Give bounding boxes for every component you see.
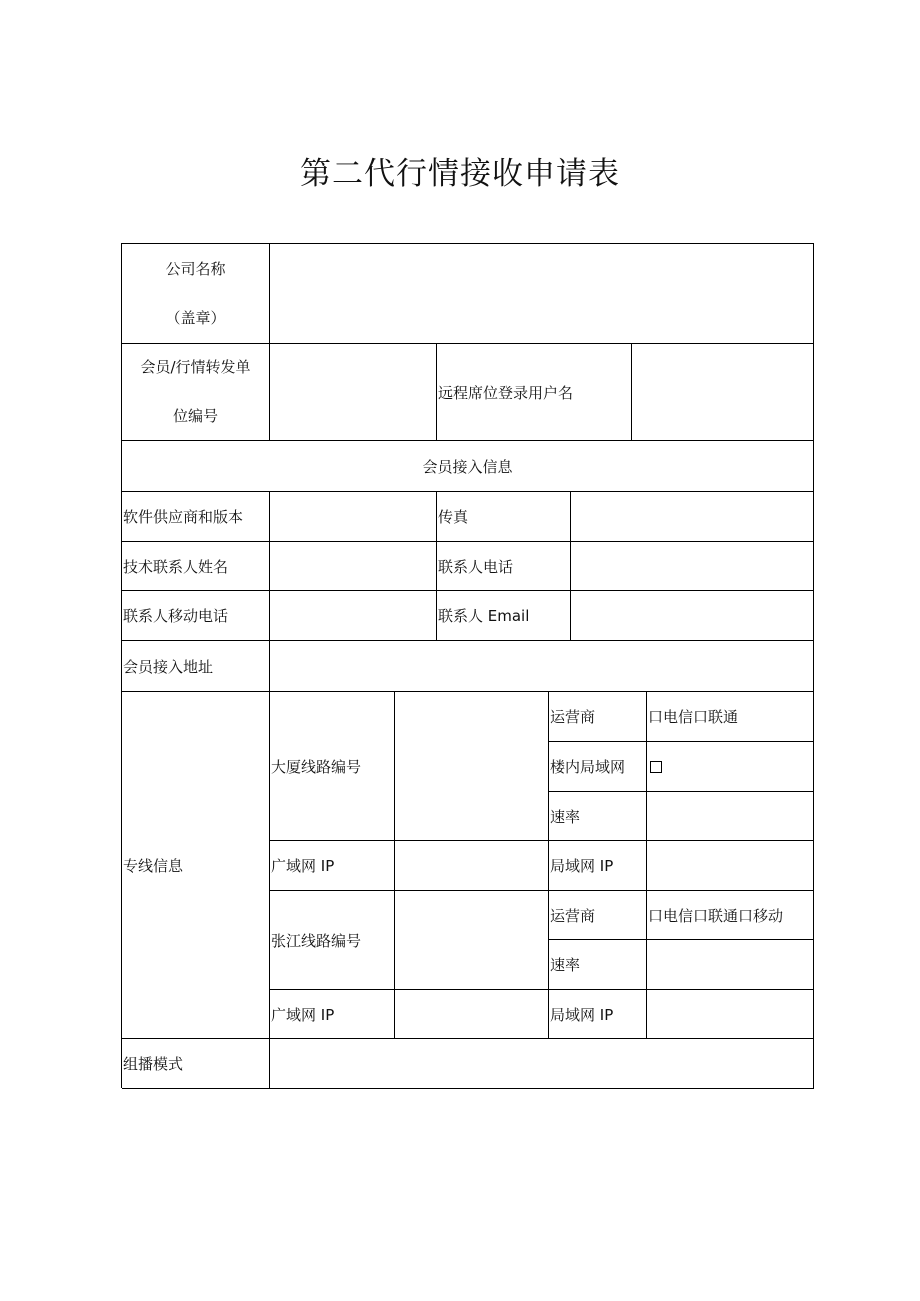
- member-unit-label: [122, 344, 270, 441]
- tech-contact-name-label: 技术联系人姓名: [122, 542, 270, 591]
- remote-seat-username-field[interactable]: [632, 344, 814, 441]
- tech-contact-name-field[interactable]: [270, 542, 437, 591]
- software-vendor-field[interactable]: [270, 492, 437, 542]
- dasha-rate-field[interactable]: [647, 792, 814, 841]
- zhangjiang-wan-ip-label: 广域网 IP: [270, 990, 395, 1039]
- member-access-info-header: 会员接入信息: [122, 441, 814, 492]
- fax-field[interactable]: [571, 492, 814, 542]
- fax-label: 传真: [437, 492, 571, 542]
- company-name-label-line1: 公司名称: [165, 259, 226, 278]
- company-name-label-line2: （盖章）: [165, 308, 226, 327]
- remote-seat-username-label: 远程席位登录用户名: [437, 344, 632, 441]
- multicast-mode-field[interactable]: [270, 1039, 814, 1089]
- member-access-address-field[interactable]: [270, 641, 814, 692]
- company-name-label: [122, 244, 270, 344]
- contact-mobile-label: 联系人移动电话: [122, 591, 270, 641]
- building-lan-label: 楼内局域网: [549, 742, 647, 792]
- member-access-address-label: 会员接入地址: [122, 641, 270, 692]
- dasha-wan-ip-field[interactable]: [395, 841, 549, 891]
- zhangjiang-operator-label: 运营商: [549, 891, 647, 940]
- page-title: 第二代行情接收申请表: [300, 156, 620, 192]
- zhangjiang-lan-ip-field[interactable]: [647, 990, 814, 1039]
- multicast-mode-label: 组播模式: [122, 1039, 270, 1089]
- dasha-line-number-label: 大厦线路编号: [270, 692, 395, 841]
- dasha-lan-ip-label: 局域网 IP: [549, 841, 647, 891]
- zhangjiang-lan-ip-label: 局域网 IP: [549, 990, 647, 1039]
- leased-line-info-label: 专线信息: [122, 692, 270, 1039]
- contact-phone-label: 联系人电话: [437, 542, 571, 591]
- building-lan-checkbox[interactable]: [650, 761, 662, 773]
- dasha-operator-options[interactable]: 口电信口联通: [647, 692, 814, 742]
- zhangjiang-line-number-label: 张江线路编号: [270, 891, 395, 990]
- member-unit-label-line2: 位编号: [172, 407, 218, 425]
- software-vendor-label: 软件供应商和版本: [122, 492, 270, 542]
- zhangjiang-wan-ip-field[interactable]: [395, 990, 549, 1039]
- zhangjiang-rate-label: 速率: [549, 940, 647, 990]
- dasha-lan-ip-field[interactable]: [647, 841, 814, 891]
- dasha-line-number-field[interactable]: [395, 692, 549, 841]
- application-form-table: [121, 243, 814, 1088]
- dasha-wan-ip-label: 广域网 IP: [270, 841, 395, 891]
- building-lan-checkbox-cell: [647, 742, 814, 792]
- zhangjiang-operator-options[interactable]: 口电信口联通口移动: [647, 891, 814, 940]
- dasha-rate-label: 速率: [549, 792, 647, 841]
- dasha-operator-label: 运营商: [549, 692, 647, 742]
- contact-phone-field[interactable]: [571, 542, 814, 591]
- contact-email-field[interactable]: [571, 591, 814, 641]
- company-name-field[interactable]: [270, 244, 814, 344]
- zhangjiang-line-number-field[interactable]: [395, 891, 549, 990]
- zhangjiang-rate-field[interactable]: [647, 940, 814, 990]
- member-unit-label-line1: 会员/行情转发单: [140, 358, 251, 376]
- contact-mobile-field[interactable]: [270, 591, 437, 641]
- member-unit-field[interactable]: [270, 344, 437, 441]
- contact-email-label: 联系人 Email: [437, 591, 571, 641]
